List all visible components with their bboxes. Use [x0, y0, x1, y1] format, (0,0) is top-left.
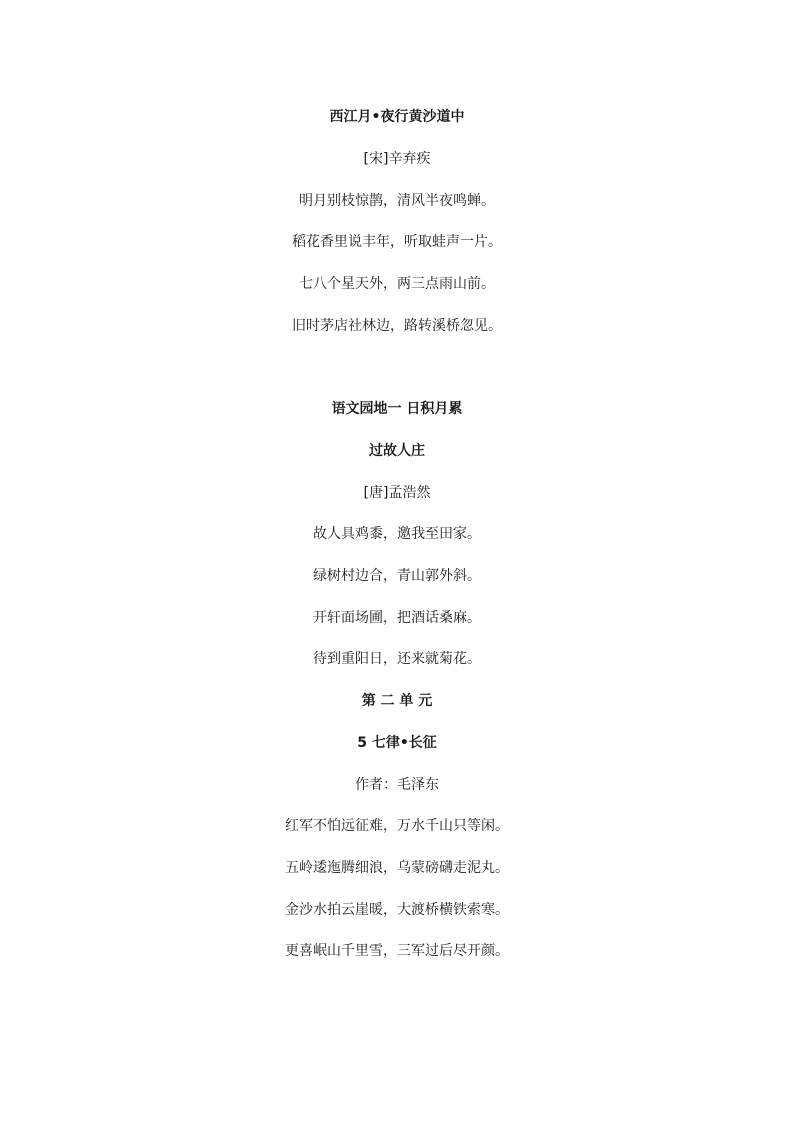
- poem-line: 金沙水拍云崖暖，大渡桥横铁索寒。: [285, 902, 509, 918]
- poem-line: 七八个星天外，两三点雨山前。: [299, 276, 495, 292]
- poem-author-xinqiji: [宋]辛弃疾: [363, 151, 431, 167]
- poem-title-changzheng: 5 七律•长征: [357, 735, 437, 751]
- poem-line: 待到重阳日，还来就菊花。: [313, 651, 481, 667]
- poem-author-maozedong: 作者：毛泽东: [355, 777, 439, 793]
- poem-line: 红军不怕远征难，万水千山只等闲。: [285, 818, 509, 834]
- section-heading-yuwenyuandi: 语文园地一 日积月累: [331, 401, 463, 417]
- poem-title-xijiangyue: 西江月•夜行黄沙道中: [329, 109, 465, 125]
- poem-line: 旧时茅店社林边，路转溪桥忽见。: [292, 318, 502, 334]
- poem-line: 绿树村边合，青山郭外斜。: [313, 568, 481, 584]
- poem-author-menghaoran: [唐]孟浩然: [363, 485, 431, 501]
- poem-title-guoguren: 过故人庄: [369, 443, 425, 459]
- poem-line: 稻花香里说丰年，听取蛙声一片。: [292, 234, 502, 250]
- poem-line: 故人具鸡黍，邀我至田家。: [313, 526, 481, 542]
- poem-line: 明月别枝惊鹊，清风半夜鸣蝉。: [299, 193, 495, 209]
- poem-line: 五岭逶迤腾细浪，乌蒙磅礴走泥丸。: [285, 860, 509, 876]
- poem-line: 开轩面场圃，把酒话桑麻。: [313, 610, 481, 626]
- poem-line: 更喜岷山千里雪，三军过后尽开颜。: [285, 943, 509, 959]
- unit-heading: 第 二 单 元: [361, 693, 433, 709]
